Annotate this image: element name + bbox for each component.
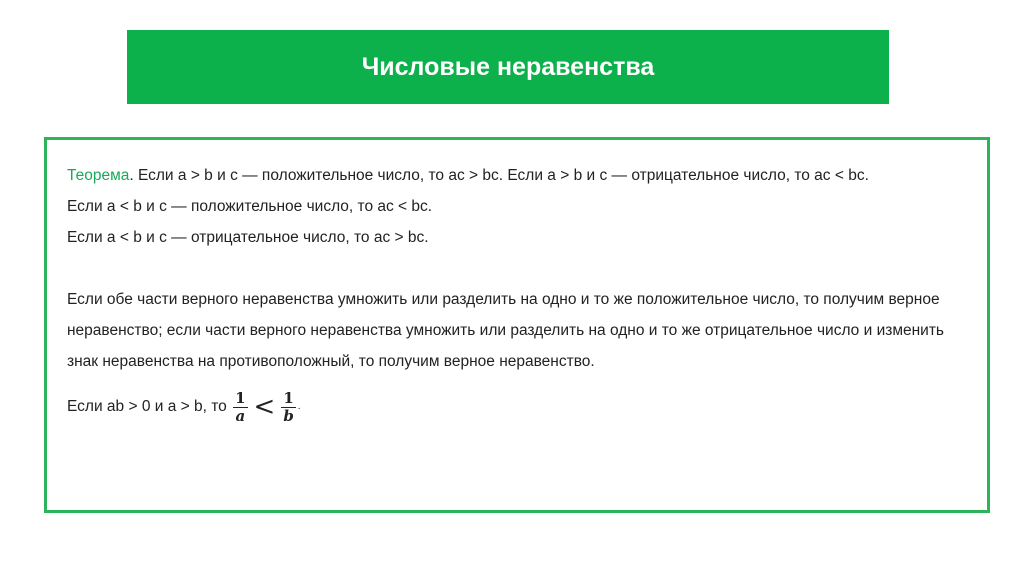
fraction-1-over-b: $\frac{1}{b}$ (283, 388, 294, 425)
fraction-1-over-a: $\frac{1}{a}$ (235, 388, 246, 425)
theorem-label: Теорема (67, 167, 130, 184)
title-banner (127, 30, 889, 104)
less-than-sign: < (253, 392, 276, 422)
theorem-line-1 (67, 160, 972, 191)
theorem-text: . Если a > b и c — положительное число, то ac > bc. Если a > b и c — отрицательное число, то ac < bc. (129, 167, 869, 184)
period: . (297, 401, 301, 413)
content-box (44, 137, 990, 513)
corollary-text: Если ab > 0 и a > b, то (67, 398, 227, 416)
content-text (67, 160, 972, 427)
theorem-line-3: Если a < b и c — отрицательное число, то ac > bc. (67, 229, 429, 246)
corollary (67, 387, 972, 427)
theorem-line-2: Если a < b и c — положительное число, то ac < bc. (67, 198, 433, 215)
rule-paragraph: Если обе части верного неравенства умножить или разделить на одно и то же положительное число, то получим верное неравенство; если части верного неравенства умножить или разделить на одно и то же отрицательное число и изменить знак неравенства на противоположный, то получим верное неравенство. (67, 291, 944, 370)
page-title: Числовые неравенства (361, 52, 655, 81)
